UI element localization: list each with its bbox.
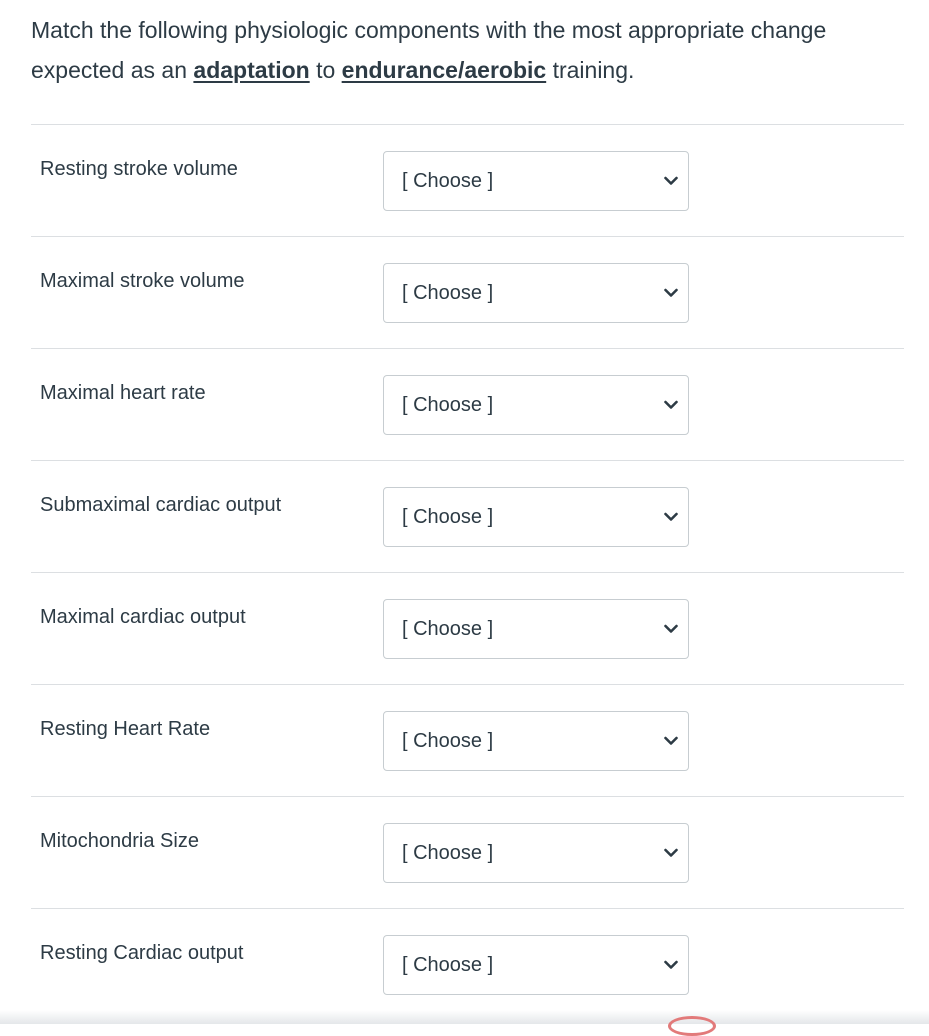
match-row — [31, 572, 904, 684]
chevron-down-icon — [664, 624, 678, 634]
question-part-2: to — [309, 57, 342, 83]
match-prompt-label: Maximal cardiac output — [40, 606, 246, 628]
chevron-down-icon — [664, 736, 678, 746]
bottom-scroll-shadow — [0, 1010, 929, 1024]
question-part-3: training. — [546, 57, 635, 83]
dropdown-selected-value: [ Choose ] — [402, 842, 494, 864]
dropdown-selected-value: [ Choose ] — [402, 730, 494, 752]
match-prompt-label: Maximal stroke volume — [40, 270, 245, 292]
chevron-down-icon — [664, 400, 678, 410]
answer-dropdown[interactable] — [383, 711, 689, 771]
match-prompt-label: Submaximal cardiac output — [40, 494, 282, 516]
question-emphasis-adaptation: adaptation — [193, 57, 310, 83]
match-row — [31, 236, 904, 348]
match-prompt-label: Mitochondria Size — [40, 830, 199, 852]
chevron-down-icon — [664, 848, 678, 858]
partial-circle-icon — [668, 1016, 716, 1036]
question-text — [31, 10, 901, 90]
dropdown-selected-value: [ Choose ] — [402, 394, 494, 416]
dropdown-selected-value: [ Choose ] — [402, 282, 494, 304]
match-row — [31, 124, 904, 236]
answer-dropdown[interactable] — [383, 823, 689, 883]
match-row — [31, 348, 904, 460]
match-row — [31, 796, 904, 908]
match-row — [31, 684, 904, 796]
match-prompt-label: Resting stroke volume — [40, 158, 238, 180]
match-prompt-label: Resting Cardiac output — [40, 942, 244, 964]
chevron-down-icon — [664, 176, 678, 186]
answer-dropdown[interactable] — [383, 151, 689, 211]
answer-dropdown[interactable] — [383, 375, 689, 435]
answer-dropdown[interactable] — [383, 599, 689, 659]
match-prompt-label: Resting Heart Rate — [40, 718, 211, 740]
dropdown-selected-value: [ Choose ] — [402, 954, 494, 976]
question-part-1: Match the following physiologic components with the most appropriate change expected as an — [31, 17, 827, 83]
answer-dropdown[interactable] — [383, 487, 689, 547]
matching-list — [31, 124, 904, 1028]
question-emphasis-training-type: endurance/aerobic — [341, 57, 547, 83]
answer-dropdown[interactable] — [383, 935, 689, 995]
chevron-down-icon — [664, 512, 678, 522]
chevron-down-icon — [664, 960, 678, 970]
dropdown-selected-value: [ Choose ] — [402, 618, 494, 640]
answer-dropdown[interactable] — [383, 263, 689, 323]
dropdown-selected-value: [ Choose ] — [402, 170, 494, 192]
dropdown-selected-value: [ Choose ] — [402, 506, 494, 528]
match-row — [31, 460, 904, 572]
match-prompt-label: Maximal heart rate — [40, 382, 206, 404]
chevron-down-icon — [664, 288, 678, 298]
